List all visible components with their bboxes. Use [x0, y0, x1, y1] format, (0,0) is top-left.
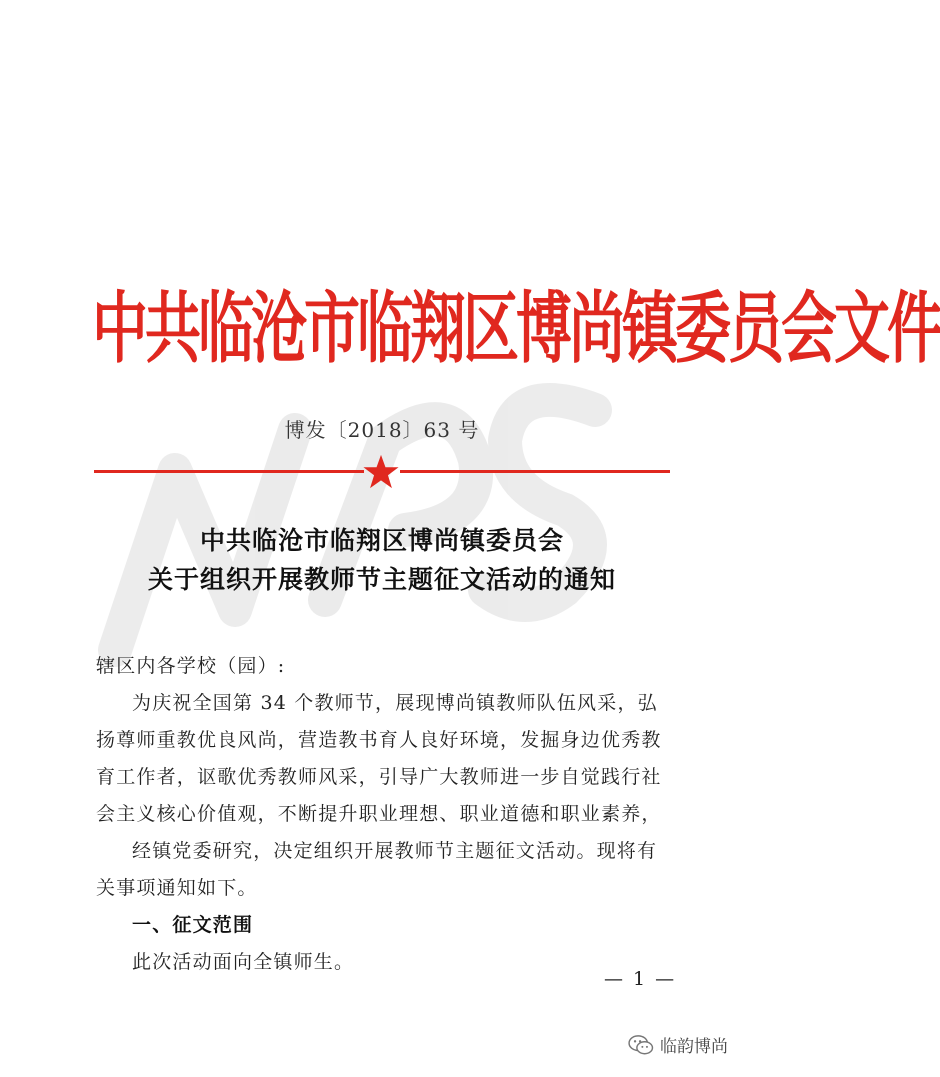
paragraph-line: 经镇党委研究，决定组织开展教师节主题征文活动。现将有	[132, 840, 658, 862]
header-divider-left	[94, 470, 364, 473]
paragraph-line: 关事项通知如下。	[96, 877, 258, 899]
paragraph-line: 扬尊师重教优良风尚，营造教书育人良好环境，发掘身边优秀教	[96, 729, 662, 751]
notice-title-line1: 中共临沧市临翔区博尚镇委员会	[199, 526, 564, 555]
wps-watermark	[95, 350, 615, 680]
salutation: 辖区内各学校（园）:	[96, 655, 286, 677]
paragraph-line: 为庆祝全国第 34 个教师节，展现博尚镇教师队伍风采，弘	[132, 692, 658, 714]
wechat-account-tag	[628, 1032, 728, 1057]
paragraph-line: 育工作者，讴歌优秀教师风采，引导广大教师进一步自觉践行社	[96, 766, 662, 788]
paragraph-line: 会主义核心价值观，不断提升职业理想、职业道德和职业素养，	[96, 803, 662, 825]
wechat-account-name: 临韵博尚	[660, 1037, 728, 1057]
document-header-title: 中共临沧市临翔区博尚镇委员会文件	[92, 284, 940, 375]
section-text: 此次活动面向全镇师生。	[132, 951, 355, 973]
red-star-icon	[362, 453, 400, 491]
page-number: — 1 —	[604, 968, 677, 990]
section-heading: 一、征文范围	[132, 914, 254, 936]
header-divider-right	[400, 470, 670, 473]
notice-title-line2: 关于组织开展教师节主题征文活动的通知	[147, 565, 616, 594]
document-number: 博发〔2018〕63 号	[284, 418, 480, 442]
wechat-icon	[628, 1034, 654, 1056]
